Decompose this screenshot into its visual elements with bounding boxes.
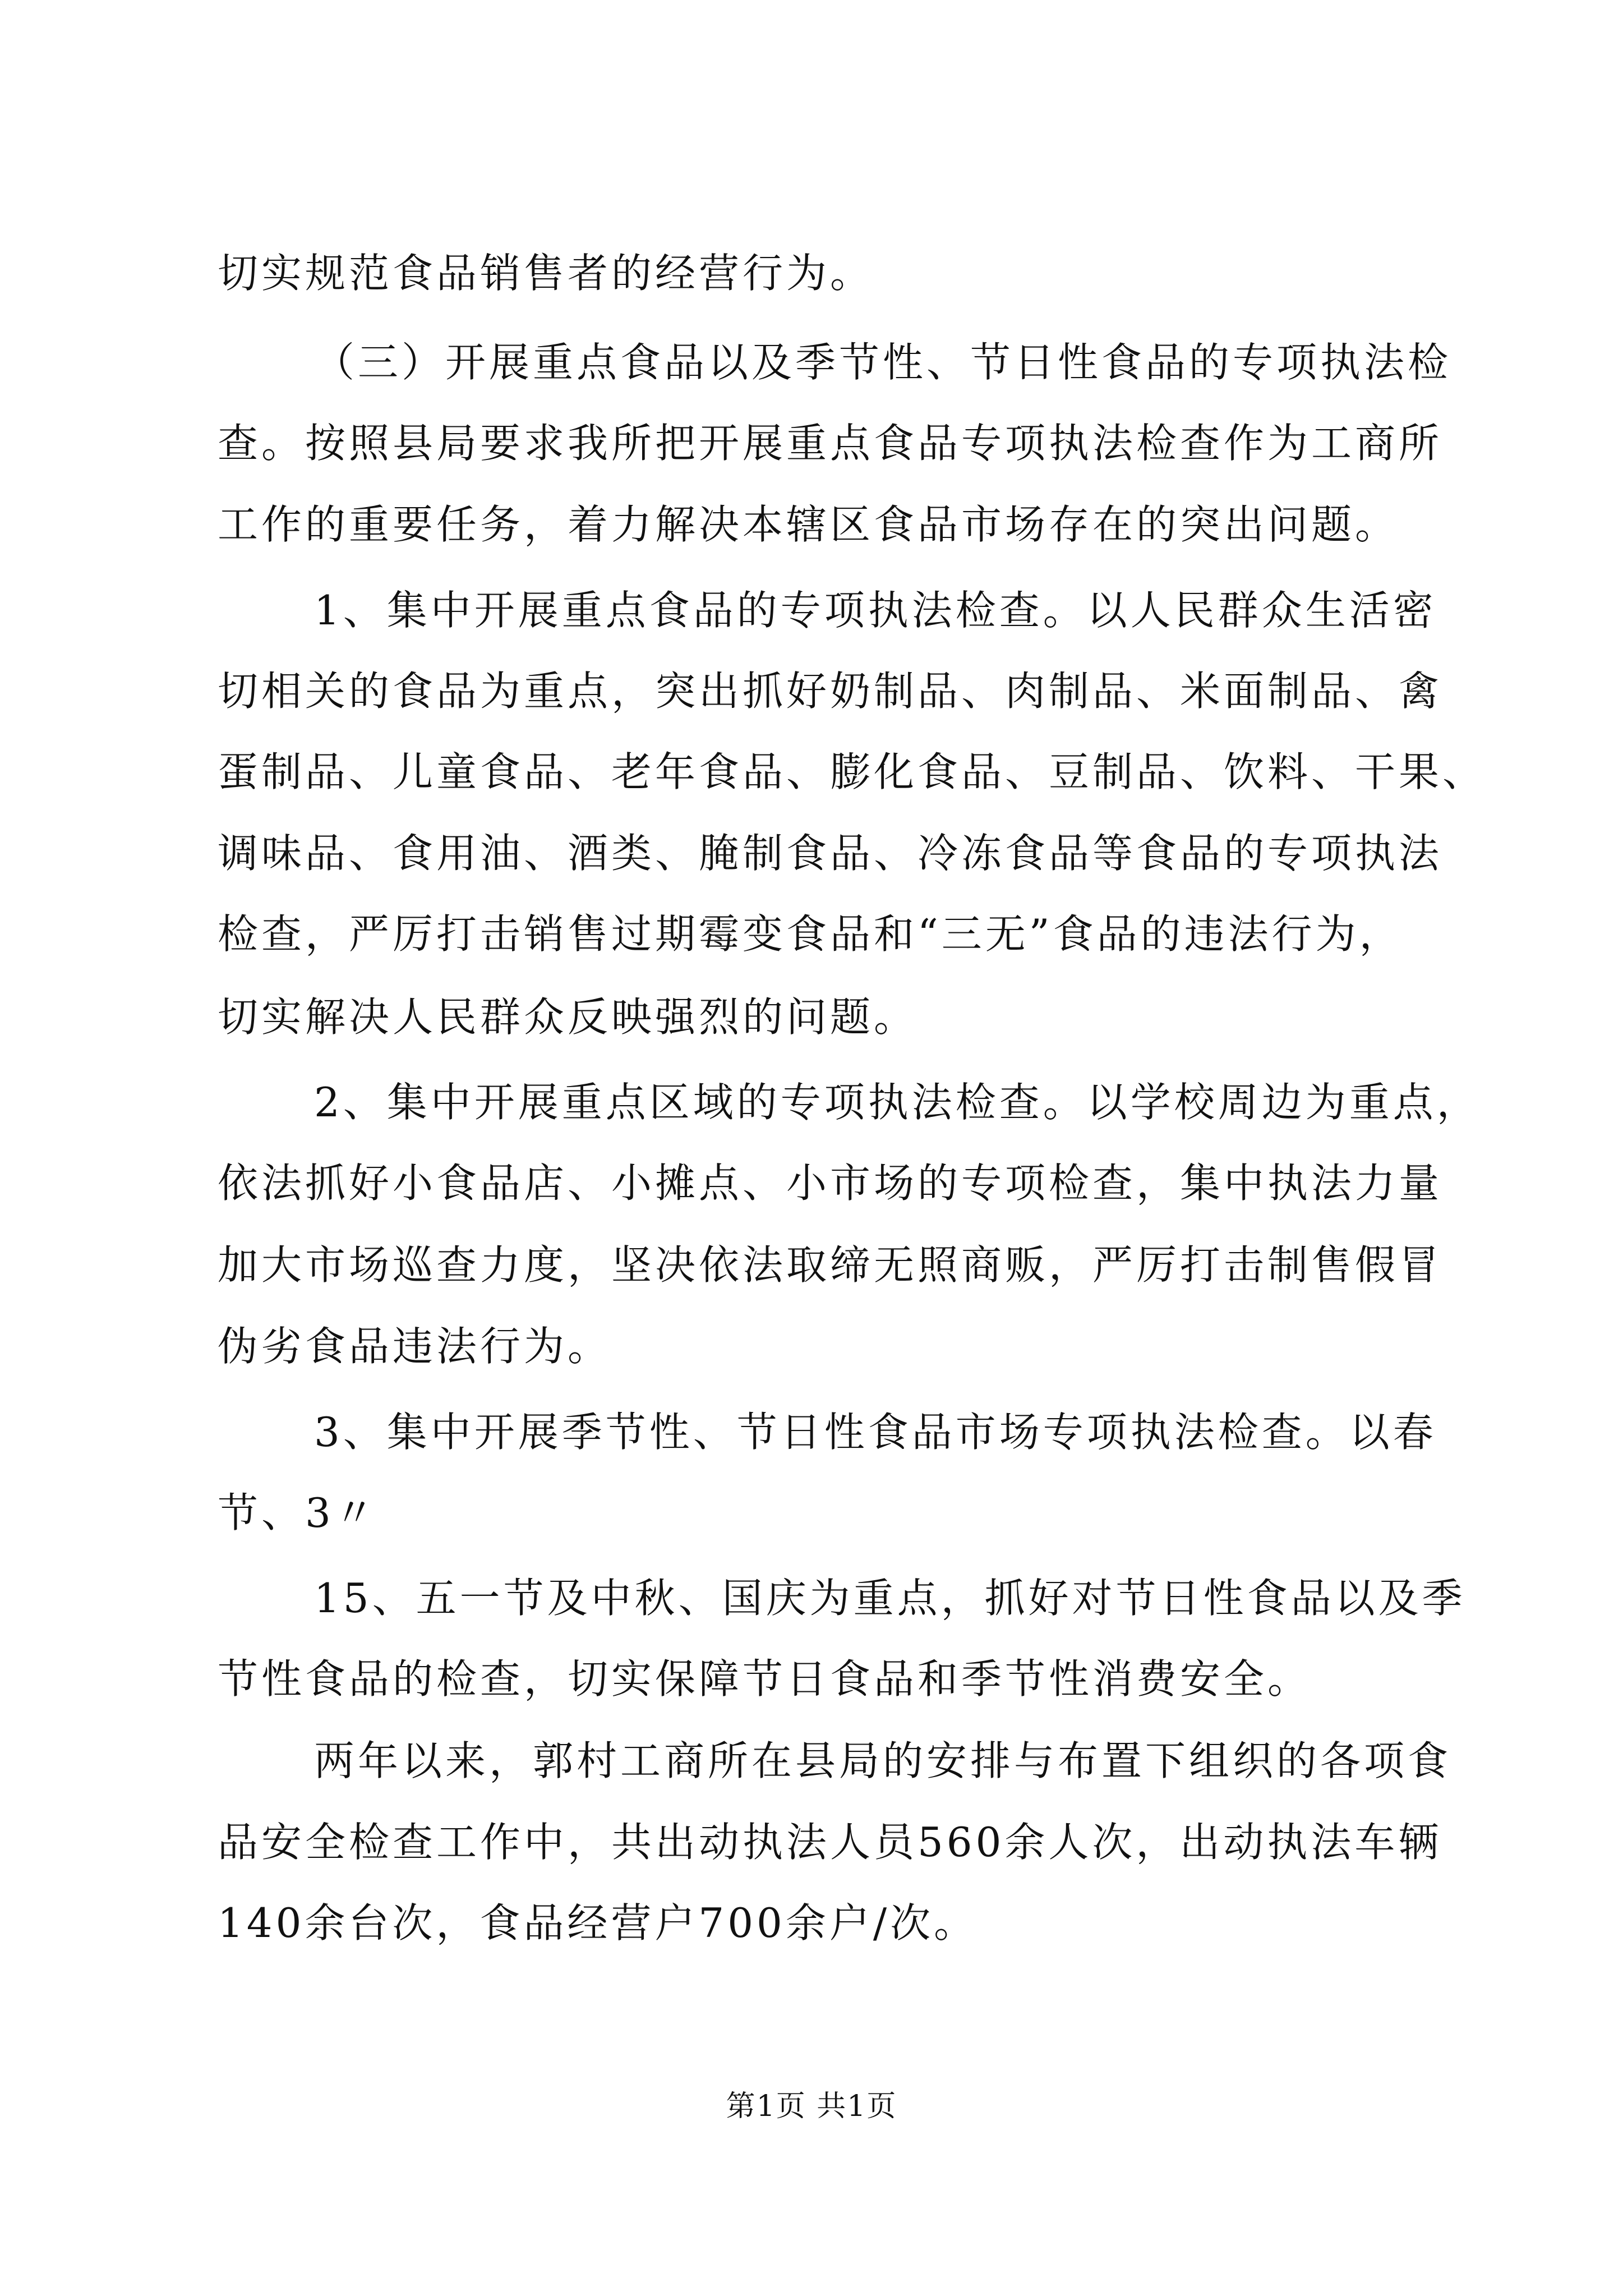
text-line: 品安全检查工作中，共出动执法人员560余人次，出动执法车辆 <box>218 1819 1442 1866</box>
text-line: 依法抓好小食品店、小摊点、小市场的专项检查，集中执法力量 <box>218 1159 1443 1207</box>
text-line: 加大市场巡查力度，坚决依法取缔无照商贩，严厉打击制售假冒 <box>218 1241 1443 1289</box>
text-line: 15、五一节及中秋、国庆为重点，抓好对节日性食品以及季 <box>314 1575 1466 1622</box>
text-line: 工作的重要任务，着力解决本辖区食品市场存在的突出问题。 <box>218 501 1399 548</box>
text-line: 140余台次，食品经营户700余户/次。 <box>218 1899 978 1947</box>
text-line: 检查，严厉打击销售过期霉变食品和“三无”食品的违法行为， <box>218 910 1403 958</box>
text-line: 调味品、食用油、酒类、腌制食品、冷冻食品等食品的专项执法 <box>218 830 1443 877</box>
page-footer: 第1页 共1页 <box>726 2090 897 2123</box>
text-line: 切实解决人民群众反映强烈的问题。 <box>218 993 918 1041</box>
text-line: 3、集中开展季节性、节日性食品市场专项执法检查。以春 <box>314 1409 1437 1456</box>
text-line: 切实规范食品销售者的经营行为。 <box>218 250 874 297</box>
text-line: 1、集中开展重点食品的专项执法检查。以人民群众生活密 <box>314 587 1437 634</box>
text-line: 蛋制品、儿童食品、老年食品、膨化食品、豆制品、饮料、干果、 <box>218 748 1487 795</box>
text-line: 切相关的食品为重点，突出抓好奶制品、肉制品、米面制品、禽 <box>218 668 1443 715</box>
text-line: （三）开展重点食品以及季节性、节日性食品的专项执法检 <box>314 339 1452 386</box>
text-line: 查。按照县局要求我所把开展重点食品专项执法检查作为工商所 <box>218 420 1443 467</box>
text-line: 节、3〃 <box>218 1489 378 1536</box>
text-line: 2、集中开展重点区域的专项执法检查。以学校周边为重点， <box>314 1079 1481 1126</box>
text-line: 伪劣食品违法行为。 <box>218 1323 612 1370</box>
text-line: 两年以来，郭村工商所在县局的安排与布置下组织的各项食 <box>314 1737 1452 1784</box>
text-line: 节性食品的检查，切实保障节日食品和季节性消费安全。 <box>218 1655 1312 1703</box>
